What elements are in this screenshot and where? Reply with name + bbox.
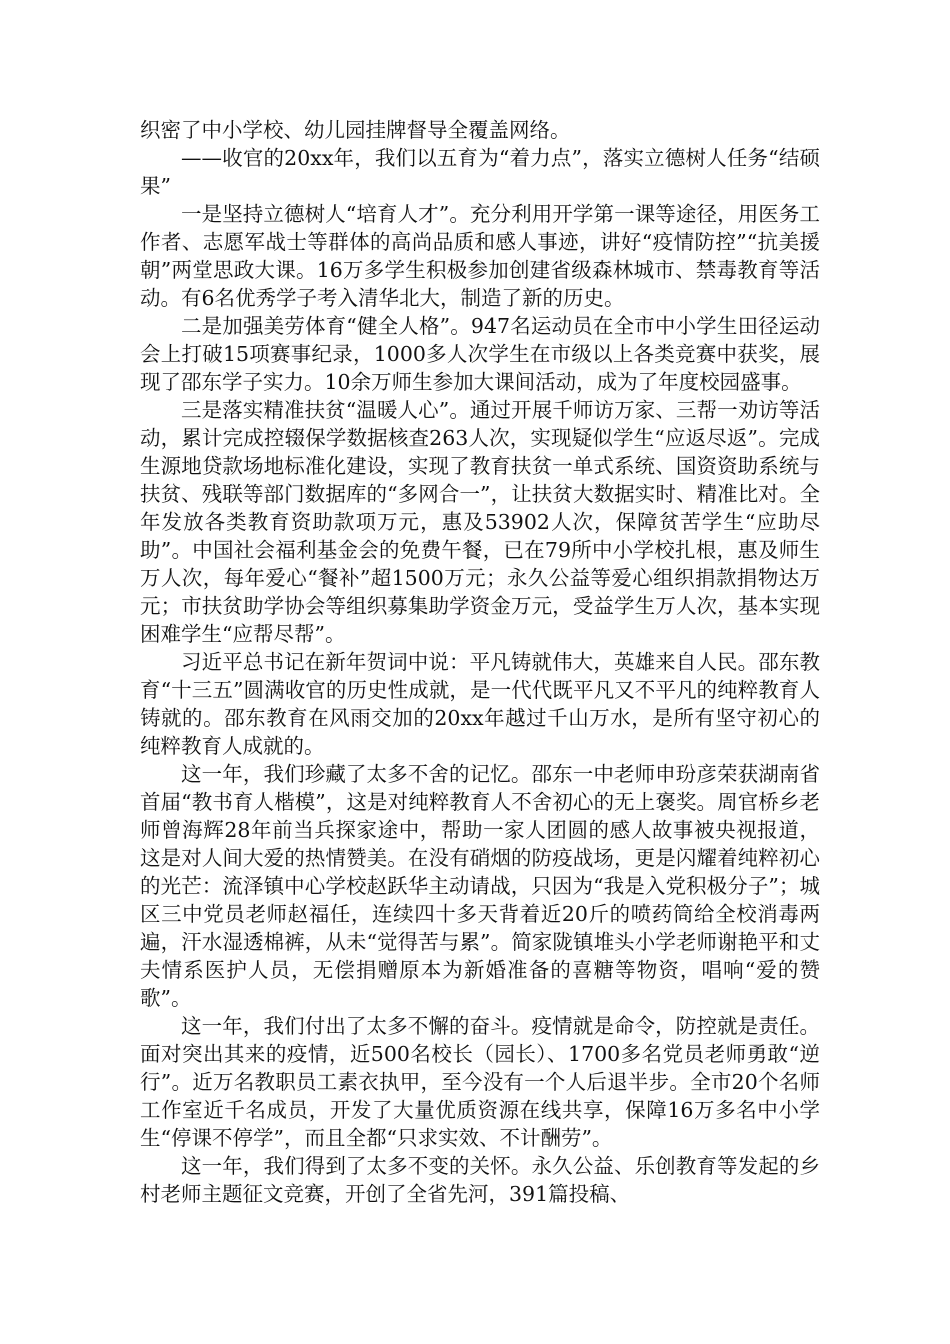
paragraph-moral-education: 一是坚持立德树人“培育人才”。充分利用开学第一课等途径，用医务工作者、志愿军战士等群体的高尚品质和感人事迹，讲好“疫情防控”“抗美援朝”两堂思政大课。16万多学生积极参加创建省级森林城市、禁毒教育等活动。有6名优秀学子考入清华北大，制造了新的历史。 [140, 202, 820, 310]
document-body [140, 116, 820, 1208]
paragraph-arts-sports: 二是加强美劳体育“健全人格”。947名运动员在全市中小学生田径运动会上打破15项赛事纪录，1000多人次学生在市级以上各类竞赛中获奖，展现了邵东学子实力。10余万师生参加大课间活动，成为了年度校园盛事。 [140, 314, 820, 394]
paragraph-continuation: 织密了中小学校、幼儿园挂牌督导全覆盖网络。 [140, 118, 571, 142]
paragraph-care: 这一年，我们得到了太多不变的关怀。永久公益、乐创教育等发起的乡村老师主题征文竞赛，开创了全省先河，391篇投稿、 [140, 1154, 820, 1206]
paragraph-memories: 这一年，我们珍藏了太多不舍的记忆。邵东一中老师申玢彦荣获湖南省首届“教书育人楷模”，这是对纯粹教育人不舍初心的无上褒奖。周官桥乡老师曾海辉28年前当兵探家途中，帮助一家人团圆的感人故事被央视报道，这是对人间大爱的热情赞美。在没有硝烟的防疫战场，更是闪耀着纯粹初心的光芒：流泽镇中心学校赵跃华主动请战，只因为“我是入党积极分子”；城区三中党员老师赵福任，连续四十多天背着近20斤的喷药筒给全校消毒两遍，汗水湿透棉裤，从未“觉得苦与累”。简家陇镇堆头小学老师谢艳平和丈夫情系医护人员，无偿捐赠原本为新婚准备的喜糖等物资，唱响“爱的赞歌”。 [140, 762, 820, 1010]
paragraph-poverty-alleviation: 三是落实精准扶贫“温暖人心”。通过开展千师访万家、三帮一劝访等活动，累计完成控辍保学数据核查263人次，实现疑似学生“应返尽返”。完成生源地贷款场地标准化建设，实现了教育扶贫一单式系统、国资资助系统与扶贫、残联等部门数据库的“多网合一”，让扶贫大数据实时、精准比对。全年发放各类教育资助款项万元，惠及53902人次，保障贫苦学生“应助尽助”。中国社会福利基金会的免费午餐，已在79所中小学校扎根，惠及师生万人次，每年爱心“餐补”超1500万元；永久公益等爱心组织捐款捐物达万元；市扶贫助学协会等组织募集助学资金万元，受益学生万人次，基本实现困难学生“应帮尽帮”。 [140, 398, 820, 646]
paragraph-section-heading: ——收官的20xx年，我们以五育为“着力点”，落实立德树人任务“结硕果” [140, 146, 820, 198]
paragraph-struggle: 这一年，我们付出了太多不懈的奋斗。疫情就是命令，防控就是责任。面对突出其来的疫情，近500名校长（园长）、1700多名党员老师勇敢“逆行”。近万名教职员工素衣执甲，至今没有一个人后退半步。全市20个名师工作室近千名成员，开发了大量优质资源在线共享，保障16万多名中小学生“停课不停学”，而且全都“只求实效、不计酬劳”。 [140, 1014, 820, 1150]
paragraph-new-year-speech: 习近平总书记在新年贺词中说：平凡铸就伟大，英雄来自人民。邵东教育“十三五”圆满收官的历史性成就，是一代代既平凡又不平凡的纯粹教育人铸就的。邵东教育在风雨交加的20xx年越过千山万水，是所有坚守初心的纯粹教育人成就的。 [140, 650, 820, 758]
